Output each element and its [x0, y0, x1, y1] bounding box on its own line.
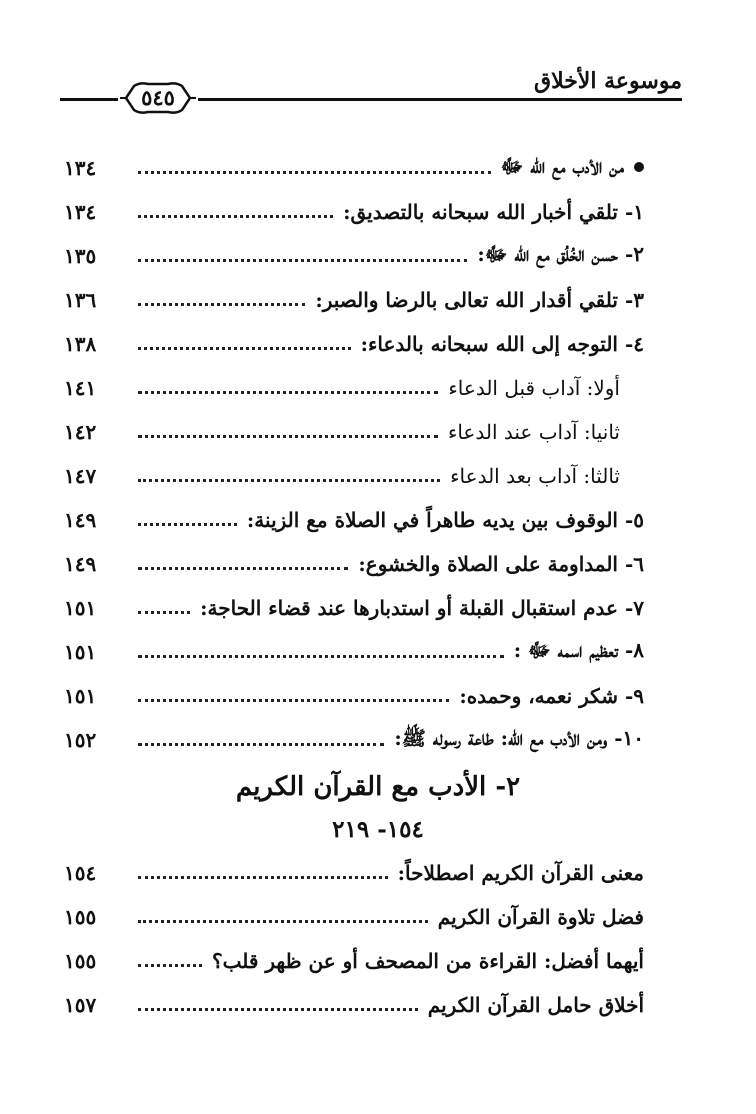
- toc-entry-text: ٢- حسن الخُلُق مع الله ﷻ:: [477, 241, 644, 266]
- toc-entry-text: ٦- المداومة على الصلاة والخشوع:: [358, 552, 644, 576]
- toc-row[interactable]: [64, 238, 644, 274]
- toc-entry-page: ١٥٥: [64, 949, 97, 973]
- toc-entry-text: ٥- الوقوف بين يديه طاهراً في الصلاة مع الزينة:: [246, 508, 644, 532]
- toc-entry-text: ٤- التوجه إلى الله سبحانه بالدعاء:: [360, 332, 644, 356]
- toc-entry-page: ١٤١: [64, 376, 97, 400]
- page-header: [60, 68, 682, 118]
- toc-row-sub[interactable]: [64, 458, 644, 494]
- toc-row-sub[interactable]: [64, 414, 644, 450]
- leader-dots: [138, 347, 351, 350]
- toc-entry-page: ١٥٤: [64, 861, 97, 885]
- toc-entry-page: ١٣٨: [64, 332, 97, 356]
- leader-dots: [138, 699, 449, 702]
- leader-dots: [138, 655, 504, 658]
- toc-entry-page: ١٤٢: [64, 420, 97, 444]
- toc-entry-page: ١٥١: [64, 640, 97, 664]
- toc-entry-text: ١- تلقي أخبار الله سبحانه بالتصديق:: [343, 200, 644, 224]
- toc-row-heading[interactable]: [64, 150, 644, 186]
- toc-row[interactable]: [64, 678, 644, 714]
- leader-dots: [138, 523, 237, 526]
- toc-row[interactable]: [64, 546, 644, 582]
- leader-dots: [138, 611, 190, 614]
- leader-dots: [138, 964, 202, 967]
- toc-entry-page: ١٣٤: [64, 156, 97, 180]
- toc-entry-page: ١٣٦: [64, 288, 97, 312]
- toc-entry-page: ١٥٢: [64, 728, 97, 752]
- toc-entry-page: ١٤٩: [64, 508, 97, 532]
- toc-entry-text: أخلاق حامل القرآن الكريم: [427, 993, 644, 1017]
- toc-entry-text: معنى القرآن الكريم اصطلاحاً:: [397, 861, 644, 885]
- leader-dots: [138, 1008, 418, 1011]
- toc-entry-text: ثانيا: آداب عند الدعاء: [447, 420, 620, 444]
- toc-entry-page: ١٥٥: [64, 905, 97, 929]
- toc-entry-text: فضل تلاوة القرآن الكريم: [437, 905, 644, 929]
- toc-row[interactable]: [64, 282, 644, 318]
- toc-entry-text: ٩- شكر نعمه، وحمده:: [459, 684, 644, 708]
- toc-row[interactable]: [64, 502, 644, 538]
- book-title: موسوعة الأخلاق: [534, 68, 682, 94]
- toc-row[interactable]: [64, 590, 644, 626]
- toc-row[interactable]: [64, 722, 644, 758]
- leader-dots: [138, 215, 333, 218]
- toc-row[interactable]: [64, 326, 644, 362]
- leader-dots: [138, 567, 348, 570]
- toc-entry-page: ١٤٧: [64, 464, 97, 488]
- leader-dots: [138, 479, 440, 482]
- leader-dots: [138, 259, 467, 262]
- toc-heading-wrap: [501, 154, 644, 183]
- toc-entry-text: أيهما أفضل: القراءة من المصحف أو عن ظهر قلب؟: [211, 949, 644, 973]
- section-page-range: ١٥٤- ٢١٩: [332, 816, 424, 843]
- toc-entry-text: ٨- تعظيم اسمه ﷻ :: [513, 637, 644, 662]
- toc-entry-text: ٣- تلقي أقدار الله تعالى بالرضا والصبر:: [315, 288, 644, 312]
- leader-dots: [138, 391, 438, 394]
- toc-entry-page: ١٥٧: [64, 993, 97, 1017]
- leader-dots: [138, 171, 491, 174]
- toc-row[interactable]: [64, 634, 644, 670]
- toc-row[interactable]: [64, 987, 644, 1023]
- leader-dots: [138, 876, 388, 879]
- toc-row-sub[interactable]: [64, 370, 644, 406]
- toc-row[interactable]: [64, 855, 644, 891]
- toc-entry-text: ١٠- ومن الأدب مع الله: طاعة رسوله ﷺ:: [394, 725, 644, 750]
- toc-row[interactable]: [64, 899, 644, 935]
- toc-entry-page: ١٥١: [64, 596, 97, 620]
- leader-dots: [138, 435, 438, 438]
- toc-entry-page: ١٤٩: [64, 552, 97, 576]
- toc-entry-text: أولا: آداب قبل الدعاء: [448, 376, 620, 400]
- leader-dots: [138, 303, 305, 306]
- bullet-icon: [634, 162, 644, 172]
- page-number-badge: [118, 80, 198, 116]
- toc-entry-page: ١٣٤: [64, 200, 97, 224]
- toc-entry-page: ١٥١: [64, 684, 97, 708]
- toc-row[interactable]: [64, 194, 644, 230]
- toc-row[interactable]: [64, 943, 644, 979]
- page-number: ٥٤٥: [141, 85, 175, 110]
- section-title: ٢- الأدب مع القرآن الكريم: [235, 772, 521, 802]
- toc-entry-text: من الأدب مع الله ﷻ: [500, 153, 624, 178]
- leader-dots: [138, 920, 428, 923]
- toc-entry-text: ٧- عدم استقبال القبلة أو استدبارها عند قضاء الحاجة:: [200, 596, 644, 620]
- leader-dots: [138, 743, 384, 746]
- toc-entry-text: ثالثا: آداب بعد الدعاء: [450, 464, 620, 488]
- toc-entry-page: ١٣٥: [64, 244, 97, 268]
